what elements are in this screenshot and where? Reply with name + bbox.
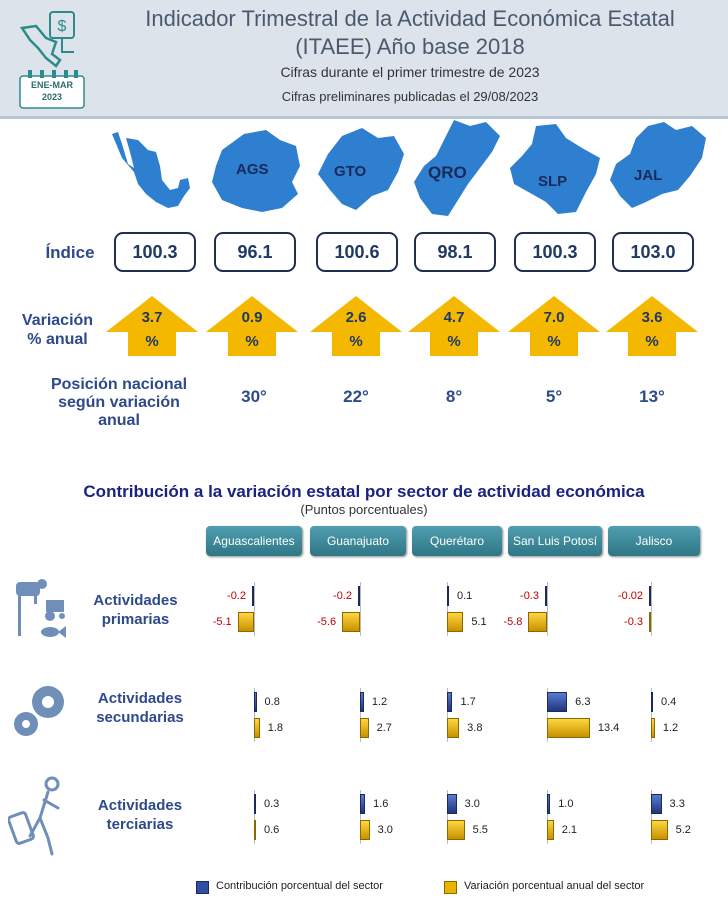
bar-value-label: -0.3	[624, 616, 643, 628]
bar-value-label: -0.3	[520, 590, 539, 602]
bar-value-label: 5.5	[472, 824, 488, 836]
bar-value-label: 3.8	[467, 722, 483, 734]
gears-icon	[10, 678, 72, 742]
bar-value-label: 5.2	[675, 824, 691, 836]
bar-value-label: 0.1	[457, 590, 473, 602]
variacion-value: 3.7	[141, 309, 163, 326]
posicion-value: 5°	[545, 387, 563, 406]
jal-map-label: JAL	[634, 167, 663, 184]
variacion-value: 7.0	[543, 309, 565, 326]
posicion-label-line3: anual	[98, 412, 140, 429]
variacion-pct: %	[245, 333, 259, 350]
traveler-icon	[8, 774, 70, 858]
variation-bar	[238, 612, 254, 632]
bar-value-label: 3.0	[464, 798, 480, 810]
bar-axis	[360, 582, 361, 636]
indice-value: 103.0	[612, 232, 694, 272]
sector-label: secundarias	[96, 709, 184, 726]
variation-bar	[547, 820, 554, 840]
bar-value-label: 2.7	[376, 722, 392, 734]
legend-swatch-blue	[196, 881, 209, 894]
variacion-pct: %	[349, 333, 363, 350]
state-tab: Querétaro	[412, 526, 502, 556]
bar-value-label: 5.1	[471, 616, 487, 628]
variacion-pct: %	[645, 333, 659, 350]
ags-map-label: AGS	[236, 161, 269, 178]
bar-value-label: 3.0	[377, 824, 393, 836]
bar-value-label: 0.6	[264, 824, 280, 836]
bar-value-label: 1.0	[558, 798, 574, 810]
indice-value: 100.3	[514, 232, 596, 272]
legend-label: Variación porcentual anual del sector	[464, 880, 645, 892]
posicion-value: 22°	[343, 387, 369, 406]
variacion-label-line1: Variación	[21, 312, 94, 329]
indice-value: 100.6	[316, 232, 398, 272]
bar-value-label: 3.3	[669, 798, 685, 810]
bar-value-label: 13.4	[597, 722, 620, 734]
bar-axis	[651, 582, 652, 636]
page-subtitle: Cifras durante el primer trimestre de 2023	[280, 64, 540, 80]
variation-bar	[528, 612, 547, 632]
indice-value: 100.3	[114, 232, 196, 272]
contribution-bar	[447, 794, 457, 814]
posicion-value: 30°	[241, 387, 267, 406]
contribution-bar	[254, 692, 257, 712]
contribution-bar	[651, 692, 653, 712]
slp-map-label: SLP	[538, 173, 568, 190]
posicion-value: 8°	[445, 387, 463, 406]
posicion-label-line2: según variación	[58, 394, 180, 411]
bar-value-label: 2.1	[561, 824, 578, 836]
bar-value-label: -5.1	[212, 616, 232, 628]
variacion-value: 2.6	[345, 309, 367, 326]
page-title-line2: (ITAEE) Año base 2018	[295, 34, 525, 59]
posicion-value: 13°	[639, 387, 665, 406]
contribution-bar	[547, 692, 567, 712]
contribution-bar	[447, 586, 449, 606]
bar-axis	[254, 582, 255, 636]
contribution-bar	[254, 794, 256, 814]
contribution-bar	[649, 586, 651, 606]
logo-year: 2023	[41, 92, 63, 102]
variation-bar	[254, 820, 256, 840]
indice-value: 96.1	[214, 232, 296, 272]
qro-map-label: QRO	[428, 163, 467, 182]
bar-value-label: -0.2	[333, 590, 352, 602]
state-tab: Jalisco	[608, 526, 700, 556]
contribution-bar	[651, 794, 662, 814]
sector-label: Actividades	[93, 592, 178, 609]
indice-label: Índice	[45, 243, 95, 262]
agriculture-icon	[12, 574, 72, 640]
variation-bar	[649, 612, 651, 632]
bar-value-label: -0.02	[617, 590, 643, 602]
bar-value-label: -5.6	[317, 616, 337, 628]
chart-title: Contribución a la variación estatal por sector de actividad económica	[83, 482, 645, 501]
bar-value-label: 1.2	[662, 722, 679, 734]
variation-bar	[447, 612, 463, 632]
mexico-map-icon	[108, 128, 196, 218]
contribution-bar	[447, 692, 452, 712]
variacion-pct: %	[447, 333, 461, 350]
contribution-bar	[252, 586, 254, 606]
variacion-value: 4.7	[443, 309, 465, 326]
state-tab: Aguascalientes	[206, 526, 302, 556]
variation-bar	[447, 718, 459, 738]
sector-label: Actividades	[97, 797, 183, 814]
bar-value-label: 1.2	[371, 696, 388, 708]
contribution-bar	[545, 586, 547, 606]
gto-map-label: GTO	[334, 163, 367, 180]
bar-value-label: 0.3	[264, 798, 280, 810]
contribution-bar	[547, 794, 550, 814]
variation-bar	[360, 718, 369, 738]
variation-bar	[651, 820, 668, 840]
bar-value-label: 0.4	[661, 696, 677, 708]
sector-label: terciarias	[106, 816, 174, 833]
contribution-bar	[360, 692, 364, 712]
posicion-label-line1: Posición nacional	[50, 376, 188, 393]
bar-value-label: 1.7	[460, 696, 476, 708]
contribution-bar	[358, 586, 360, 606]
bar-value-label: -5.8	[503, 616, 523, 628]
legend-label: Contribución porcentual del sector	[216, 880, 383, 892]
variacion-pct: %	[547, 333, 561, 350]
variation-bar	[547, 718, 590, 738]
variation-bar	[254, 718, 260, 738]
variation-bar	[651, 718, 655, 738]
chart-subtitle: (Puntos porcentuales)	[300, 502, 428, 517]
variacion-value: 3.6	[641, 309, 663, 326]
logo-period: ENE-MAR	[31, 80, 73, 90]
sector-label: Actividades	[97, 690, 183, 707]
state-tab: San Luis Potosí	[508, 526, 602, 556]
bar-value-label: 1.6	[373, 798, 389, 810]
bar-value-label: 6.3	[575, 696, 591, 708]
contribution-bar	[360, 794, 365, 814]
header-banner	[0, 0, 728, 119]
publication-note: Cifras preliminares publicadas el 29/08/2023	[281, 89, 539, 104]
state-tab: Guanajuato	[310, 526, 406, 556]
sector-label: primarias	[101, 611, 170, 628]
bar-value-label: 0.8	[264, 696, 280, 708]
slp-map-icon	[506, 122, 604, 218]
variacion-label-line2: % anual	[27, 331, 88, 348]
bar-axis	[547, 582, 548, 636]
svg-text:$: $	[57, 18, 67, 35]
bar-value-label: 1.8	[267, 722, 284, 734]
variation-bar	[342, 612, 360, 632]
variation-bar	[447, 820, 465, 840]
variacion-value: 0.9	[241, 309, 263, 326]
variation-bar	[360, 820, 370, 840]
legend-swatch-gold	[444, 881, 457, 894]
bar-value-label: -0.2	[227, 590, 246, 602]
indice-value: 98.1	[414, 232, 496, 272]
page-title: Indicador Trimestral de la Actividad Económica Estatal	[145, 6, 675, 31]
variacion-pct: %	[145, 333, 159, 350]
